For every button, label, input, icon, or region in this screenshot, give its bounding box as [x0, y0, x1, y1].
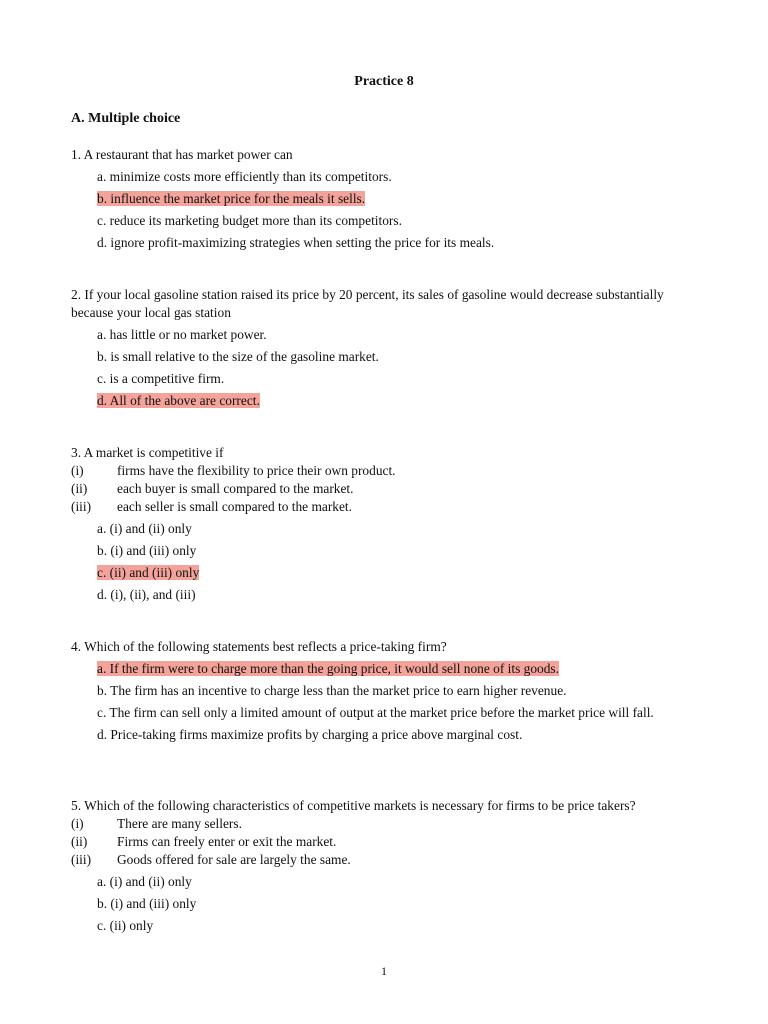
option-body — [97, 727, 522, 742]
option-text: (i) and (iii) only — [110, 895, 197, 911]
question-3 — [71, 444, 691, 604]
answer-option — [97, 542, 691, 560]
condition-number: (iii) — [71, 498, 92, 514]
option-body — [97, 683, 567, 698]
option-letter: b. — [97, 682, 108, 698]
option-letter: d. — [97, 586, 108, 602]
answer-option — [97, 682, 691, 700]
option-text: (i), (ii), and (iii) — [110, 586, 196, 602]
option-text: (i) and (ii) only — [109, 873, 192, 889]
condition-text: There are many sellers. — [117, 815, 242, 831]
option-letter: b. — [97, 348, 108, 364]
option-text: (ii) only — [109, 917, 154, 933]
answer-option — [97, 326, 691, 344]
question-4 — [71, 638, 691, 744]
option-text: (i) and (iii) only — [110, 542, 197, 558]
option-text: minimize costs more efficiently than its competitors. — [109, 168, 392, 184]
answer-option — [97, 917, 691, 935]
option-text: The firm can sell only a limited amount of output at the market price before the market price will fall. — [109, 704, 654, 720]
condition-text: each seller is small compared to the market. — [117, 498, 352, 514]
condition-text: each buyer is small compared to the market. — [117, 480, 354, 496]
option-letter: c. — [97, 564, 107, 580]
answer-option — [97, 704, 691, 722]
option-body — [97, 191, 365, 206]
answer-option — [97, 348, 691, 366]
condition-item — [71, 815, 691, 833]
condition-number: (iii) — [71, 851, 92, 867]
answer-option-correct — [97, 660, 691, 678]
answer-option-correct — [97, 564, 691, 582]
condition-list — [71, 462, 691, 516]
condition-number: (ii) — [71, 480, 88, 496]
condition-number: (i) — [71, 815, 84, 831]
option-body — [97, 565, 199, 580]
question-stem: 2. If your local gasoline station raised its price by 20 percent, its sales of gasoline would decrease substantially because your local gas station — [71, 287, 664, 320]
option-body — [97, 543, 196, 558]
question-2 — [71, 286, 691, 410]
answer-option — [97, 234, 691, 252]
condition-item — [71, 462, 691, 480]
option-letter: c. — [97, 704, 107, 720]
answer-option-correct — [97, 190, 691, 208]
option-body — [97, 521, 192, 536]
answer-options — [71, 326, 691, 410]
condition-text: Firms can freely enter or exit the market. — [117, 833, 337, 849]
answer-option — [97, 370, 691, 388]
condition-text: firms have the flexibility to price their own product. — [117, 462, 396, 478]
condition-item — [71, 851, 691, 869]
option-letter: a. — [97, 660, 107, 676]
page-title: Practice 8 — [354, 74, 414, 89]
option-body — [97, 235, 494, 250]
answer-options — [71, 873, 691, 935]
option-body — [97, 349, 379, 364]
answer-option — [97, 895, 691, 913]
option-letter: b. — [97, 895, 108, 911]
option-body — [97, 705, 654, 720]
condition-item — [71, 833, 691, 851]
condition-number: (i) — [71, 462, 84, 478]
question-stem: 3. A market is competitive if — [71, 445, 224, 460]
option-body — [97, 896, 196, 911]
condition-number: (ii) — [71, 833, 88, 849]
option-text: reduce its marketing budget more than its competitors. — [109, 212, 402, 228]
answer-option-correct — [97, 392, 691, 410]
option-text: Price-taking firms maximize profits by charging a price above marginal cost. — [110, 726, 523, 742]
option-letter: d. — [97, 234, 108, 250]
option-letter: b. — [97, 190, 108, 206]
option-letter: a. — [97, 520, 107, 536]
option-body — [97, 371, 224, 386]
condition-item — [71, 498, 691, 516]
option-letter: b. — [97, 542, 108, 558]
option-letter: a. — [97, 168, 107, 184]
section-heading: A. Multiple choice — [71, 111, 181, 126]
option-body — [97, 327, 267, 342]
condition-list — [71, 815, 691, 869]
option-text: (i) and (ii) only — [109, 520, 192, 536]
option-body — [97, 918, 153, 933]
answer-option — [97, 168, 691, 186]
option-body — [97, 393, 260, 408]
question-1 — [71, 146, 691, 252]
answer-option — [97, 586, 691, 604]
option-text: has little or no market power. — [109, 326, 267, 342]
option-body — [97, 661, 559, 676]
option-letter: a. — [97, 326, 107, 342]
condition-item — [71, 480, 691, 498]
question-stem: 4. Which of the following statements best reflects a price-taking firm? — [71, 639, 447, 654]
answer-option — [97, 212, 691, 230]
answer-option — [97, 873, 691, 891]
option-letter: c. — [97, 917, 107, 933]
condition-text: Goods offered for sale are largely the same. — [117, 851, 351, 867]
answer-options — [71, 520, 691, 604]
option-text: The firm has an incentive to charge less than the market price to earn higher revenue. — [110, 682, 567, 698]
option-letter: c. — [97, 212, 107, 228]
option-text: influence the market price for the meals it sells. — [110, 190, 366, 206]
option-body — [97, 874, 192, 889]
option-text: If the firm were to charge more than the going price, it would sell none of its goods. — [109, 660, 559, 676]
option-text: ignore profit-maximizing strategies when setting the price for its meals. — [110, 234, 495, 250]
option-text: (ii) and (iii) only — [109, 564, 200, 580]
answer-options — [71, 168, 691, 252]
question-5 — [71, 797, 691, 935]
option-letter: a. — [97, 873, 107, 889]
option-body — [97, 213, 402, 228]
option-text: is a competitive firm. — [109, 370, 225, 386]
answer-option — [97, 520, 691, 538]
answer-option — [97, 726, 691, 744]
option-letter: c. — [97, 370, 107, 386]
option-letter: d. — [97, 726, 108, 742]
option-body — [97, 169, 392, 184]
option-text: All of the above are correct. — [109, 392, 260, 408]
page-number: 1 — [381, 964, 387, 978]
option-text: is small relative to the size of the gasoline market. — [110, 348, 379, 364]
option-body — [97, 587, 196, 602]
question-stem: 5. Which of the following characteristics of competitive markets is necessary for firms to be price takers? — [71, 798, 636, 813]
option-letter: d. — [97, 392, 108, 408]
question-stem: 1. A restaurant that has market power can — [71, 147, 293, 162]
answer-options — [71, 660, 691, 744]
